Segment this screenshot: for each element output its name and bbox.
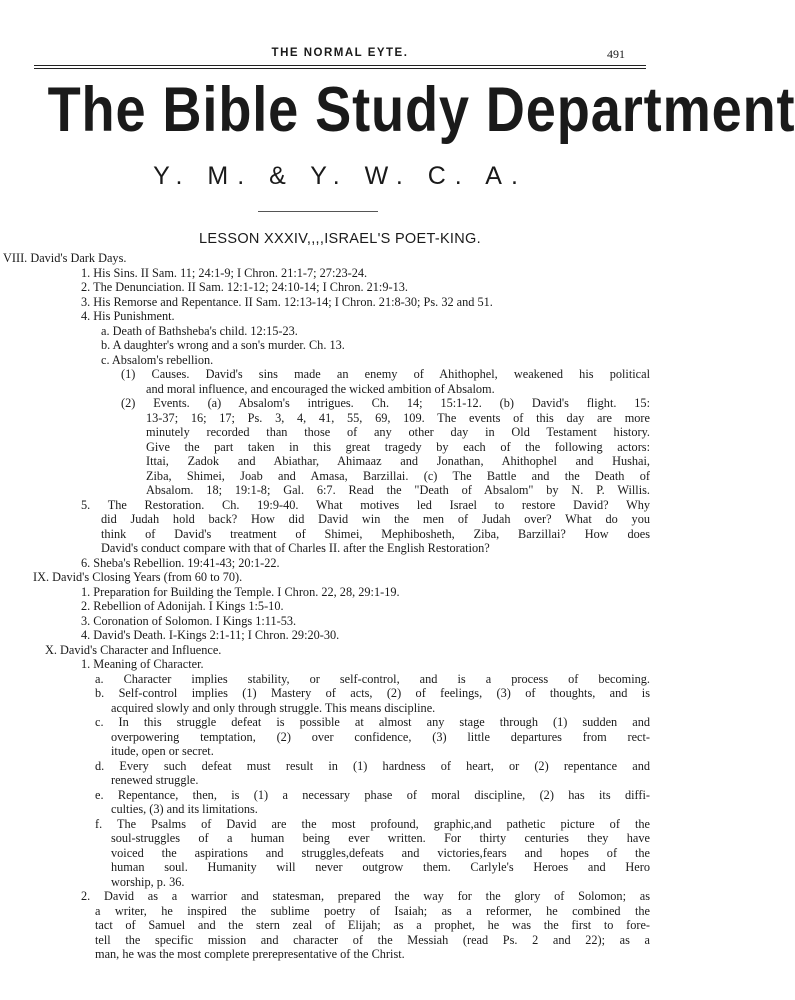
lesson-outline (0, 251, 680, 962)
outline-line: b. Self-control implies (1) Mastery of acts, (2) of feelings, (3) of thoughts, and is (95, 686, 650, 700)
running-head (0, 47, 680, 63)
outline-line: tact of Samuel and the stern zeal of Elijah; as a prophet, he was the first to fore- (95, 918, 650, 932)
page-number: 491 (607, 47, 625, 61)
outline-line: minutely recorded than those of any other day in Old Testament history. (146, 425, 650, 439)
outline-line: acquired slowly and only through struggle. This means discipline. (111, 700, 436, 715)
outline-line: e. Repentance, then, is (1) a necessary phase of moral discipline, (2) has its diffi- (95, 787, 650, 802)
outline-line: 5. The Restoration. Ch. 19:9-40. What motives led Israel to restore David? Why (81, 497, 650, 512)
outline-line: Ziba, Shimei, Joab and Amasa, Barzillai. (c) The Battle and the Death of (146, 468, 650, 483)
outline-line: 3. Coronation of Solomon. I Kings 1:11-53. (81, 613, 297, 628)
outline-line: and moral influence, and encouraged the wicked ambition of Absalom. (146, 381, 495, 396)
header-rule-2 (34, 68, 646, 69)
department-title: The Bible Study Department (47, 75, 795, 145)
outline-line: X. David's Character and Influence. (45, 642, 222, 657)
organization-subtitle: Y. M. & Y. W. C. A. (153, 162, 527, 190)
outline-line: itude, open or secret. (111, 744, 214, 758)
outline-line: VIII. David's Dark Days. (3, 251, 127, 265)
section-divider (258, 211, 378, 212)
outline-line: human soul. Humanity will never outgrow them. Carlyle's Heroes and Hero (111, 860, 650, 874)
running-head-title: THE NORMAL EYTE. (271, 47, 409, 59)
outline-line: a. Character implies stability, or self-control, and is a process of becoming. (95, 671, 650, 686)
outline-line: Absalom. 18; 19:1-8; Gal. 6:7. Read the "Death of Absalom" by N. P. Willis. (146, 483, 650, 497)
outline-line: Ittai, Zadok and Abiathar, Ahimaaz and Jonathan, Ahithophel and Hushai, (146, 454, 650, 468)
outline-line: f. The Psalms of David are the most profound, graphic,and pathetic picture of the (95, 816, 650, 831)
header-rule (34, 65, 646, 66)
outline-line: 1. Meaning of Character. (81, 657, 204, 671)
outline-line: 2. The Denunciation. II Sam. 12:1-12; 24:10-14; I Chron. 21:9-13. (81, 280, 408, 294)
outline-line: 13-37; 16; 17; Ps. 3, 4, 41, 55, 69, 109. The events of this day are more (146, 410, 650, 425)
outline-line: a writer, he inspired the sublime poetry of Isaiah; as a reformer, he combined the (95, 903, 650, 918)
outline-line: voiced the aspirations and struggles,defeats and victories,fears and hopes of the (111, 845, 650, 860)
outline-line: b. A daughter's wrong and a son's murder. Ch. 13. (101, 338, 345, 352)
outline-line: 2. Rebellion of Adonijah. I Kings 1:5-10. (81, 599, 284, 613)
outline-line: culties, (3) and its limitations. (111, 802, 258, 816)
outline-line: 1. Preparation for Building the Temple. I Chron. 22, 28, 29:1-19. (81, 584, 400, 599)
outline-line: c. In this struggle defeat is possible at almost any stage through (1) sudden and (95, 715, 650, 729)
outline-line: think of David's treatment of Shimei, Mephibosheth, Ziba, Barzillai? How does (101, 526, 650, 541)
outline-line: d. Every such defeat must result in (1) hardness of heart, or (2) repentance and (95, 758, 650, 773)
outline-line: IX. David's Closing Years (from 60 to 70). (33, 570, 243, 584)
outline-line: 6. Sheba's Rebellion. 19:41-43; 20:1-22. (81, 555, 280, 570)
outline-line: worship, p. 36. (111, 874, 185, 889)
outline-line: a. Death of Bathsheba's child. 12:15-23. (101, 323, 298, 338)
lesson-title: LESSON XXXIV,,,,ISRAEL'S POET-KING. (199, 231, 481, 247)
outline-line: tell the specific mission and character of the Messiah (read Ps. 2 and 22); as a (95, 932, 650, 947)
outline-line: did Judah hold back? How did David win the men of Judah over? What do you (101, 512, 650, 526)
outline-line: (2) Events. (a) Absalom's intrigues. Ch. 14; 15:1-12. (b) David's flight. 15: (121, 396, 650, 410)
outline-line: Give the part taken in this great tragedy by each of the following actors: (146, 439, 650, 454)
outline-line: c. Absalom's rebellion. (101, 352, 214, 367)
outline-line: 3. His Remorse and Repentance. II Sam. 12:13-14; I Chron. 21:8-30; Ps. 32 and 51. (81, 294, 493, 309)
outline-line: soul-struggles of a human being ever written. For thirty centuries they have (111, 831, 650, 845)
outline-line: (1) Causes. David's sins made an enemy of Ahithophel, weakened his political (121, 367, 650, 381)
outline-line: man, he was the most complete prerepresentative of the Christ. (95, 947, 405, 961)
outline-line: overpowering temptation, (2) over confidence, (3) little departures from rect- (111, 729, 650, 744)
outline-line: David's conduct compare with that of Charles II. after the English Restoration? (101, 541, 490, 555)
outline-line: 4. David's Death. I-Kings 2:1-11; I Chron. 29:20-30. (81, 628, 340, 642)
outline-line: 4. His Punishment. (81, 309, 175, 323)
outline-line: renewed struggle. (111, 773, 199, 787)
outline-line: 2. David as a warrior and statesman, prepared the way for the glory of Solomon; as (81, 889, 650, 903)
outline-line: 1. His Sins. II Sam. 11; 24:1-9; I Chron. 21:1-7; 27:23-24. (81, 265, 368, 280)
